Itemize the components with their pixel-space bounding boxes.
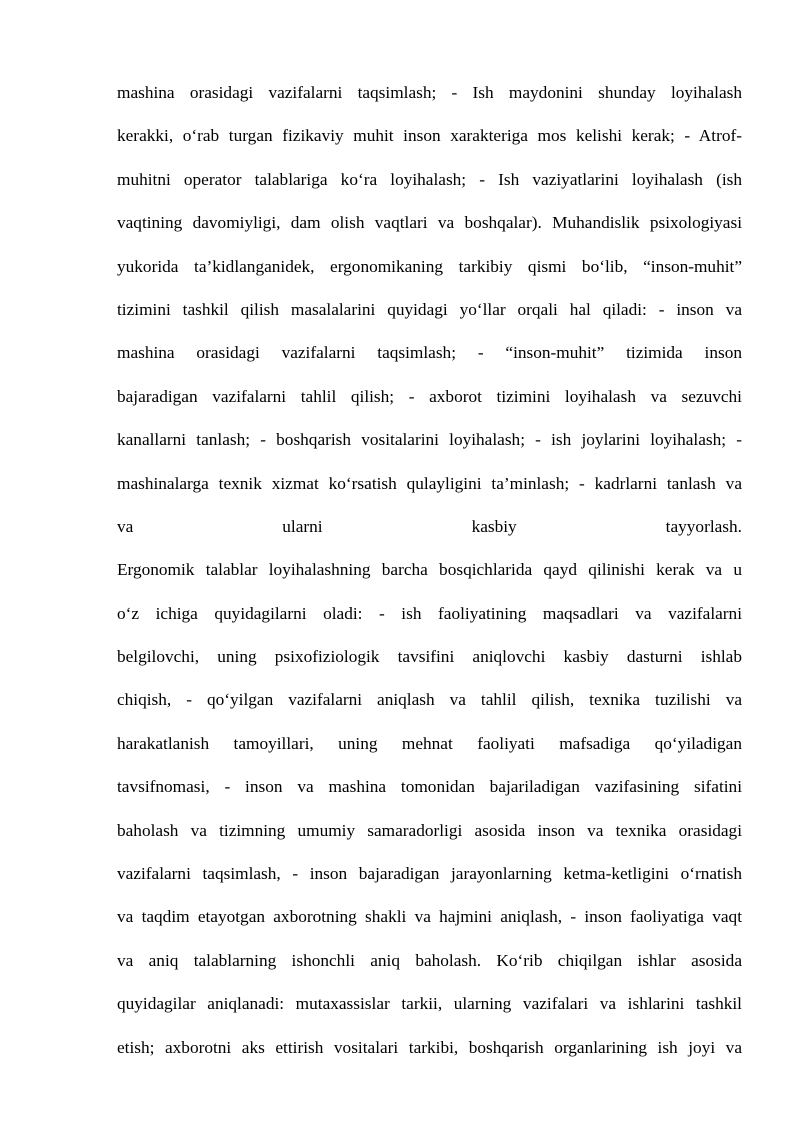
- text-line: bajaradigan vazifalarni tahlil qilish; - axborot tizimini loyihalash va sezuvchi: [117, 386, 742, 406]
- text-line: vaqtining davomiyligi, dam olish vaqtlari va boshqalar). Muhandislik psixologiyasi: [117, 213, 742, 233]
- text-line: Ergonomik talablar loyihalashning barcha bosqichlarida qayd qilinishi kerak va u: [117, 560, 742, 580]
- text-line: mashinalarga texnik xizmat ko‘rsatish qulayligini ta’minlash; - kadrlarni tanlash va: [117, 473, 742, 493]
- body-text: [117, 71, 742, 1069]
- text-line: tizimini tashkil qilish masalalarini quyidagi yo‘llar orqali hal qiladi: - inson va: [117, 299, 742, 319]
- text-line: kerakki, o‘rab turgan fizikaviy muhit inson xarakteriga mos kelishi kerak; - Atrof-: [117, 126, 742, 146]
- text-line: yukorida ta’kidlanganidek, ergonomikaning tarkibiy qismi bo‘lib, “inson-muhit”: [117, 256, 742, 276]
- text-line: harakatlanish tamoyillari, uning mehnat faoliyati mafsadiga qo‘yiladigan: [117, 733, 742, 753]
- text-line: mashina orasidagi vazifalarni taqsimlash; - “inson-muhit” tizimida inson: [117, 343, 742, 363]
- text-line: muhitni operator talablariga ko‘ra loyihalash; - Ish vaziyatlarini loyihalash (ish: [117, 169, 742, 189]
- text-line: baholash va tizimning umumiy samaradorligi asosida inson va texnika orasidagi: [117, 820, 742, 840]
- text-line: va aniq talablarning ishonchli aniq baholash. Ko‘rib chiqilgan ishlar asosida: [117, 950, 742, 970]
- text-line: va ularni kasbiy tayyorlash.: [117, 516, 742, 536]
- text-line: belgilovchi, uning psixofiziologik tavsifini aniqlovchi kasbiy dasturni ishlab: [117, 647, 742, 667]
- text-line: kanallarni tanlash; - boshqarish vositalarini loyihalash; - ish joylarini loyihalash; -: [117, 430, 742, 450]
- text-line: chiqish, - qo‘yilgan vazifalarni aniqlash va tahlil qilish, texnika tuzilishi va: [117, 690, 742, 710]
- text-line: va taqdim etayotgan axborotning shakli va hajmini aniqlash, - inson faoliyatiga vaqt: [117, 907, 742, 927]
- text-line: tavsifnomasi, - inson va mashina tomonidan bajariladigan vazifasining sifatini: [117, 777, 742, 797]
- text-line: mashina orasidagi vazifalarni taqsimlash; - Ish maydonini shunday loyihalash: [117, 83, 742, 102]
- text-line: o‘z ichiga quyidagilarni oladi: - ish faoliyatining maqsadlari va vazifalarni: [117, 603, 742, 623]
- text-line: quyidagilar aniqlanadi: mutaxassislar tarkii, ularning vazifalari va ishlarini tashkil: [117, 994, 742, 1014]
- text-line: etish; axborotni aks ettirish vositalari tarkibi, boshqarish organlarining ish joyi va: [117, 1037, 742, 1057]
- text-line: vazifalarni taqsimlash, - inson bajaradigan jarayonlarning ketma-ketligini o‘rnatish: [117, 864, 742, 884]
